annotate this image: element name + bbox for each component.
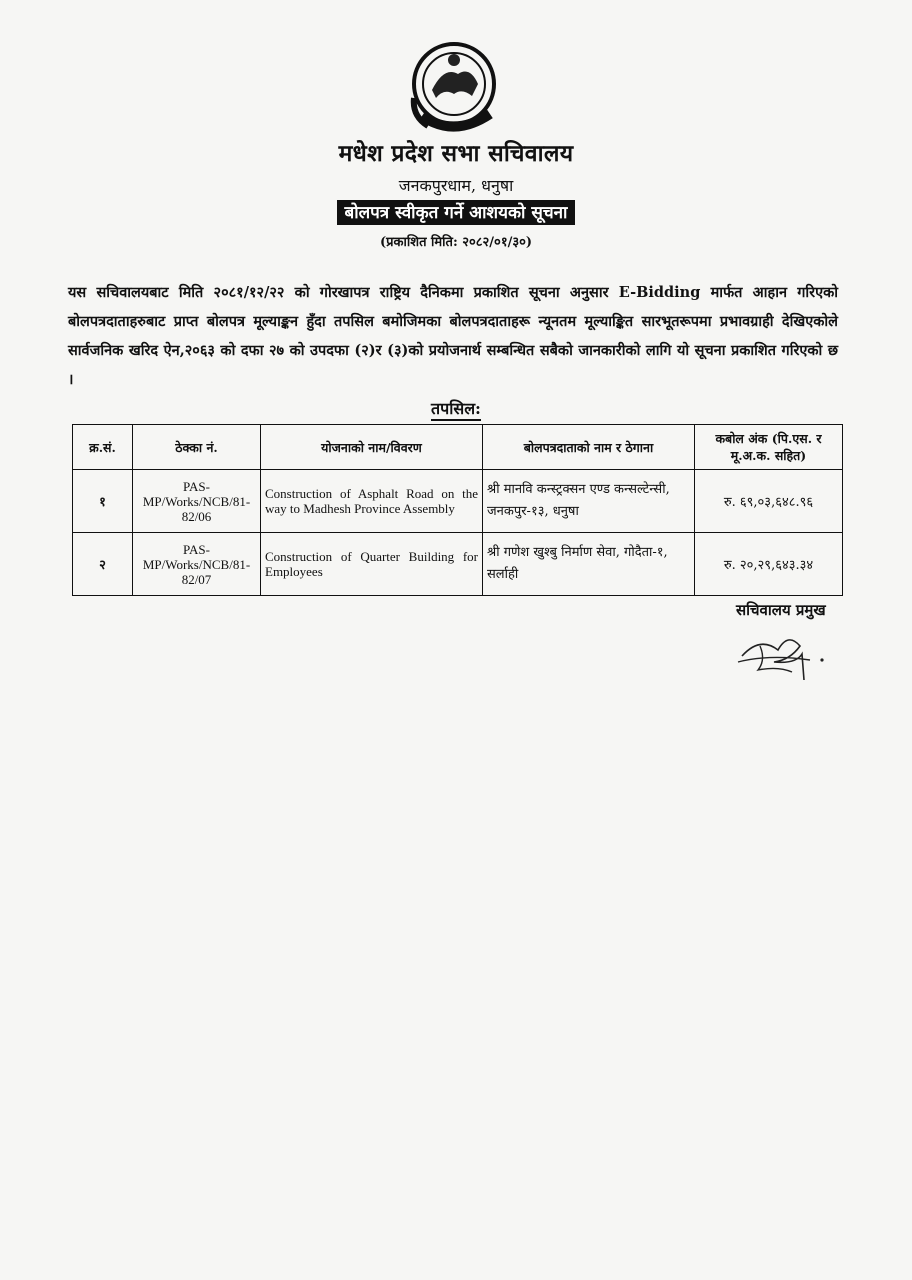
col-header-serial: क्र.सं. (73, 425, 133, 470)
schedule-table (72, 424, 843, 596)
table-row (73, 470, 843, 533)
col-header-contract-no: ठेक्का नं. (133, 425, 261, 470)
office-address: जनकपुरधाम, धनुषा (398, 176, 514, 195)
cell-project: Construction of Quarter Building for Employees (261, 533, 483, 596)
office-title: मधेश प्रदेश सभा सचिवालय (338, 140, 574, 167)
col-header-project: योजनाको नाम/विवरण (261, 425, 483, 470)
handwritten-signature (730, 616, 840, 686)
schedule-heading (0, 397, 912, 419)
cell-contract-no: PAS-MP/Works/NCB/81-82/07 (133, 533, 261, 596)
cell-amount: रु. २०,२९,६४३.३४ (695, 533, 843, 596)
cell-amount: रु. ६९,०३,६४८.९६ (695, 470, 843, 533)
notice-title-wrap (0, 200, 912, 225)
published-date: (प्रकाशित मिति: २०८२/०१/३०) (379, 235, 532, 250)
table-row (73, 533, 843, 596)
cell-contract-no: PAS-MP/Works/NCB/81-82/06 (133, 470, 261, 533)
col-header-amount: कबोल अंक (पि.एस. र मू.अ.क. सहित) (695, 425, 843, 470)
assembly-emblem-icon (392, 38, 522, 138)
cell-bidder: श्री गणेश खुश्बु निर्माण सेवा, गोदैता-१, सर्लाही (483, 533, 695, 596)
notice-title: बोलपत्र स्वीकृत गर्ने आशयको सूचना (337, 200, 576, 225)
col-header-bidder: बोलपत्रदाताको नाम र ठेगाना (483, 425, 695, 470)
schedule-heading-label: तपसिल: (431, 399, 481, 421)
table-header-row (73, 425, 843, 470)
cell-serial: २ (73, 533, 133, 596)
notice-paragraph: यस सचिवालयबाट मिति २०८१/१२/२२ को गोरखापत्र राष्ट्रिय दैनिकमा प्रकाशित सूचना अनुसार E-Bidding मार्फत आहान गरिएको बोलपत्रदाताहरुबाट प्राप्त बोलपत्र मूल्याङ्कन हुँदा तपसिल बमोजिमका बोलपत्रदाताहरू न्यूनतम मूल्याङ्कित सारभूतरूपमा प्रभावग्राही देखिएकोले सार्वजनिक खरिद ऐन,२०६३ को दफा २७ को उपदफा (२)र (३)को प्रयोजनार्थ सम्बन्धित सबैको जानकारीको लागि यो सूचना प्रकाशित गरिएको छ । (68, 284, 838, 388)
cell-serial: १ (73, 470, 133, 533)
cell-bidder: श्री मानवि कन्स्ट्रक्सन एण्ड कन्सल्टेन्सी, जनकपुर-१३, धनुषा (483, 470, 695, 533)
cell-project: Construction of Asphalt Road on the way to Madhesh Province Assembly (261, 470, 483, 533)
signatory-title: सचिवालय प्रमुख (736, 601, 826, 619)
